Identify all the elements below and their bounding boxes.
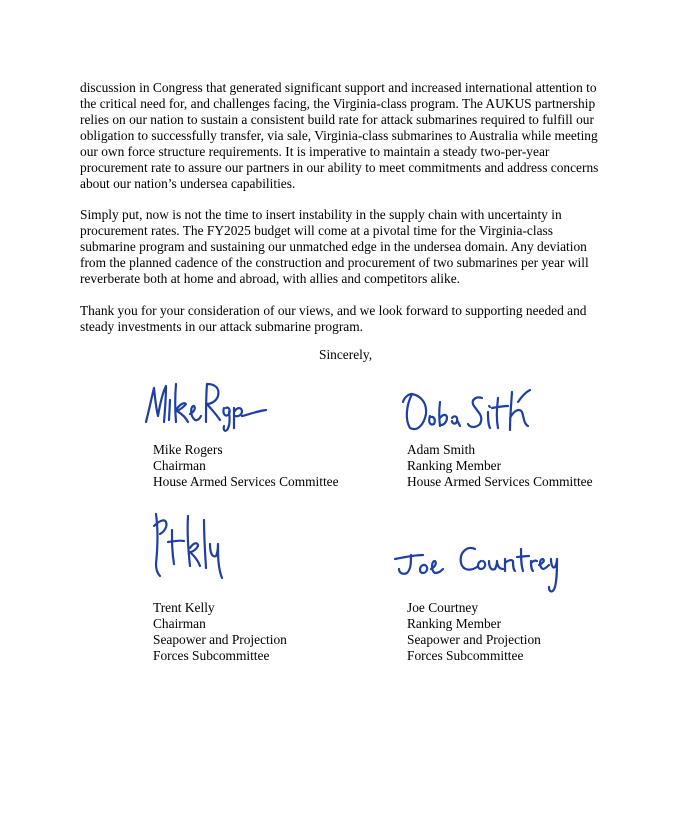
text-line: about our nation’s undersea capabilities.: [80, 176, 296, 191]
text-line: reverberate both at home and abroad, with allies and competitors alike.: [80, 271, 461, 286]
body-paragraph: [80, 80, 620, 192]
handwritten-signature: [140, 378, 270, 433]
signatory-committee: Forces Subcommittee: [407, 648, 524, 663]
text-line: the critical need for, and challenges facing, the Virginia-class program. The AUKUS partnership: [80, 96, 596, 111]
handwritten-signature: [393, 535, 558, 595]
signatory-committee: Forces Subcommittee: [153, 648, 270, 663]
signatory-committee: House Armed Services Committee: [153, 474, 339, 489]
signatory-title: Ranking Member: [407, 458, 502, 473]
signatory-committee: Seapower and Projection: [153, 632, 287, 647]
signatory-title: Chairman: [153, 458, 206, 473]
text-line: procurement rate to assure our partners in our ability to meet commitments and address concerns: [80, 160, 599, 175]
text-line: Simply put, now is not the time to insert instability in the supply chain with uncertainty in: [80, 207, 562, 222]
signature-joe-courtney: [393, 535, 558, 595]
signatory-name: Adam Smith: [407, 442, 476, 457]
text-line: relies on our nation to sustain a consistent build rate for attack submarines required to fulfill our: [80, 112, 594, 127]
signature-block-courtney: [407, 600, 541, 664]
signature-adam-smith: [400, 388, 535, 436]
signature-block-rogers: [153, 442, 339, 490]
body-paragraph: [80, 303, 620, 335]
signatory-name: Trent Kelly: [153, 600, 215, 615]
text-line: submarine program and sustaining our unmatched edge in the undersea domain. Any deviation: [80, 239, 587, 254]
signatory-committee: Seapower and Projection: [407, 632, 541, 647]
signature-block-smith: [407, 442, 593, 490]
text-line: discussion in Congress that generated significant support and increased international attention to: [80, 80, 597, 95]
signatory-name: Joe Courtney: [407, 600, 479, 615]
text-line: from the planned cadence of the construction and procurement of two submarines per year will: [80, 255, 589, 270]
signatory-name: Mike Rogers: [153, 442, 223, 457]
text-line: obligation to successfully transfer, via sale, Virginia-class submarines to Australia while meeting: [80, 128, 598, 143]
signature-trent-kelly: [150, 508, 230, 580]
signatory-title: Chairman: [153, 616, 206, 631]
text-line: steady investments in our attack submarine program.: [80, 319, 363, 334]
text-line: procurement rates. The FY2025 budget will come at a pivotal time for the Virginia-class: [80, 223, 553, 238]
closing-salutation: Sincerely,: [319, 347, 373, 362]
signatory-title: Ranking Member: [407, 616, 502, 631]
text-line: Thank you for your consideration of our views, and we look forward to supporting needed and: [80, 303, 587, 318]
body-paragraph: [80, 207, 620, 287]
signatory-committee: House Armed Services Committee: [407, 474, 593, 489]
handwritten-signature: [400, 388, 535, 436]
handwritten-signature: [150, 508, 230, 580]
signature-mike-rogers: [140, 378, 270, 433]
text-line: our own force structure requirements. It is imperative to maintain a steady two-per-year: [80, 144, 550, 159]
signature-block-kelly: [153, 600, 287, 664]
